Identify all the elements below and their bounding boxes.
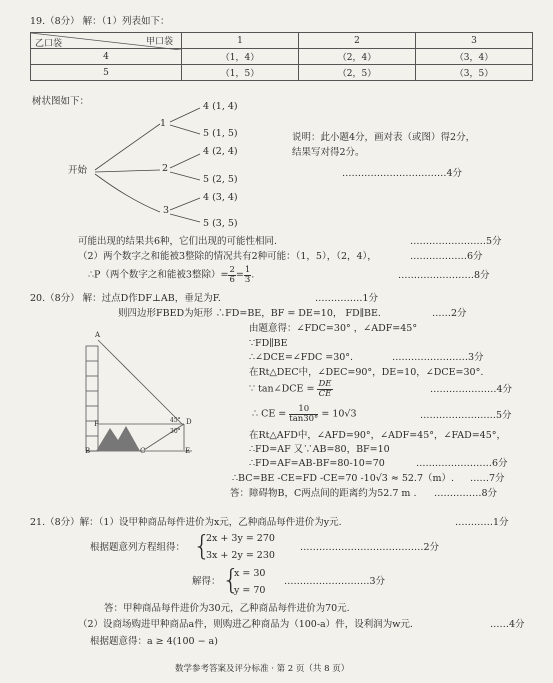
- fig-angle-45: 45°: [170, 417, 181, 424]
- table-cell: （3，4）: [416, 49, 533, 65]
- table-cell: （2，4）: [299, 49, 416, 65]
- equation: x = 30: [234, 568, 266, 579]
- table-cell: （1，5）: [182, 65, 299, 81]
- row-label: 4: [31, 49, 182, 65]
- fig-angle-30: 30°: [170, 428, 181, 435]
- fig-label-A: A: [95, 331, 101, 339]
- q20-line11: ∴FD=AF=AB-BF=80-10=70: [249, 458, 385, 469]
- score-mark: …………1分: [455, 517, 509, 528]
- q20-line3: 由题意得：∠FDC=30° ，∠ADF=45°: [249, 323, 418, 334]
- equation: 2x + 3y = 270: [206, 533, 275, 544]
- row-label: 5: [31, 65, 182, 81]
- col-header: 2: [299, 33, 416, 49]
- q19-header: 19.（8分） 解：（1）列表如下：: [30, 16, 170, 27]
- tree-root: 开始: [68, 165, 88, 176]
- table-cell: （1，4）: [182, 49, 299, 65]
- q20-line9: 在Rt△AFD中，∠AFD=90°，∠ADF=45°，∠FAD=45°，: [249, 430, 507, 441]
- table-cell: （3，5）: [416, 65, 533, 81]
- col-header: 1: [182, 33, 299, 49]
- q20-line8: ∴ CE = $\frac{10}{\tan 30^\circ}$ = 10√3: [252, 404, 357, 424]
- col-header: 3: [416, 33, 533, 49]
- fig-label-C: C: [140, 447, 146, 455]
- brace: {: [193, 529, 211, 562]
- score-mark: ………………………3分: [284, 576, 386, 587]
- tree-leaf: 5 (2, 5): [203, 174, 238, 185]
- fig-label-E: E: [185, 447, 191, 455]
- corner-left-label: 乙口袋: [35, 39, 63, 49]
- tree-leaf: 4 (3, 4): [203, 192, 238, 203]
- q21-line6: 根据题意得：a ≥ 4(100 − a): [90, 636, 218, 647]
- q20-line6: 在Rt△DEC中，∠DEC=90°，DE=10，∠DCE=30°.: [249, 367, 484, 378]
- q20-line4: ∵FD∥BE: [249, 338, 288, 349]
- equation: y = 70: [234, 585, 266, 596]
- score-mark: ……………………6分: [416, 458, 508, 469]
- equation: 3x + 2y = 230: [206, 550, 275, 561]
- score-mark: ……7分: [470, 473, 505, 484]
- score-mark: ……………………8分: [398, 270, 490, 281]
- q21-line1: 21.（8分）解：（1）设甲种商品每件进价为x元，乙种商品每件进价为y元.: [30, 517, 342, 528]
- q21-line3: 解得：: [192, 576, 221, 587]
- fig-label-F: F: [94, 420, 99, 428]
- q20-line7: ∵ tan∠DCE = $\frac{DE}{CE}$: [249, 379, 332, 399]
- score-mark: ……2分: [432, 308, 467, 319]
- corner-right-label: 甲口袋: [145, 37, 173, 47]
- q20-line10: ∴FD=AF 又∵AB=80，BF=10: [249, 444, 390, 455]
- tree-leaf: 4 (2, 4): [203, 146, 238, 157]
- score-mark: ……………8分: [434, 488, 498, 499]
- q20-line12: ∴BC=BE -CE=FD -CE=70 -10√3 ≈ 52.7（m）.: [232, 473, 455, 484]
- fraction: $\frac{10}{\tan 30^\circ}$: [289, 404, 319, 424]
- note-line1: 说明：此小题4分，画对表（或图）得2分，: [292, 132, 476, 143]
- prob-text: ∴P（两个数字之和能被3整除）=: [88, 269, 229, 281]
- page-footer: 数学参考答案及评分标准 · 第 2 页（共 8 页）: [175, 664, 350, 674]
- table-corner-cell: [31, 33, 182, 49]
- q21-line2: 根据题意列方程组得：: [90, 542, 186, 553]
- score-mark: ……4分: [490, 619, 525, 630]
- tree-branch: 1: [160, 118, 167, 129]
- brace: {: [222, 563, 240, 596]
- table-cell: （2，5）: [299, 65, 416, 81]
- score-mark: …………………4分: [430, 384, 513, 395]
- q19-line3: ∴P（两个数字之和能被3整除）= $\frac{2}{6}$ = $\frac{1}{3}$ .: [88, 265, 255, 285]
- score-mark: ……………………3分: [392, 352, 484, 363]
- table-row: [31, 65, 533, 81]
- q19-line2: （2）两个数字之和能被3整除的情况共有2种可能：（1，5），（2，4），: [78, 251, 377, 262]
- q19-table: [30, 32, 533, 81]
- score-mark: ………………6分: [410, 251, 483, 262]
- fig-label-B: B: [85, 447, 91, 455]
- note-line2: 结果写对得2分。: [292, 147, 365, 158]
- tree-leaf: 5 (3, 5): [203, 218, 238, 229]
- fig-label-D: D: [186, 418, 192, 426]
- tree-leaf: 4 (1, 4): [203, 101, 238, 112]
- fraction: $\frac{2}{6}$: [229, 265, 235, 285]
- score-mark: ……………………5分: [410, 236, 502, 247]
- fraction: $\frac{1}{3}$: [244, 265, 251, 285]
- score-mark: ……………………………4分: [342, 168, 463, 179]
- score-mark: …………………………………2分: [300, 542, 440, 553]
- q20-line5: ∴∠DCE=∠FDC =30°.: [249, 352, 354, 363]
- q21-line5: （2）设商场购进甲种商品a件，则购进乙种商品为（100-a）件，设利润为w元.: [78, 619, 413, 630]
- q19-line1: 可能出现的结果共6种，它们出现的可能性相同.: [78, 236, 278, 247]
- q20-line2: 则四边形FBED为矩形 ∴FD=BE，BF = DE=10， FD∥BE.: [118, 308, 381, 319]
- tree-title: 树状图如下：: [32, 96, 90, 107]
- table-row: [31, 49, 533, 65]
- q21-line4: 答：甲种商品每件进价为30元，乙种商品每件进价为70元.: [104, 603, 350, 614]
- score-mark: ……………1分: [315, 293, 379, 304]
- q20-figure: [82, 336, 202, 461]
- q20-line13: 答：障碍物B，C两点间的距离约为52.7 m .: [230, 488, 417, 499]
- tree-branch: 3: [163, 205, 170, 216]
- tree-branch: 2: [162, 163, 169, 174]
- score-mark: ……………………5分: [420, 410, 512, 421]
- tree-leaf: 5 (1, 5): [203, 128, 238, 139]
- fraction: $\frac{DE}{CE}$: [318, 379, 332, 399]
- q20-line1: 20.（8分） 解：过点D作DF⊥AB，垂足为F.: [30, 293, 221, 304]
